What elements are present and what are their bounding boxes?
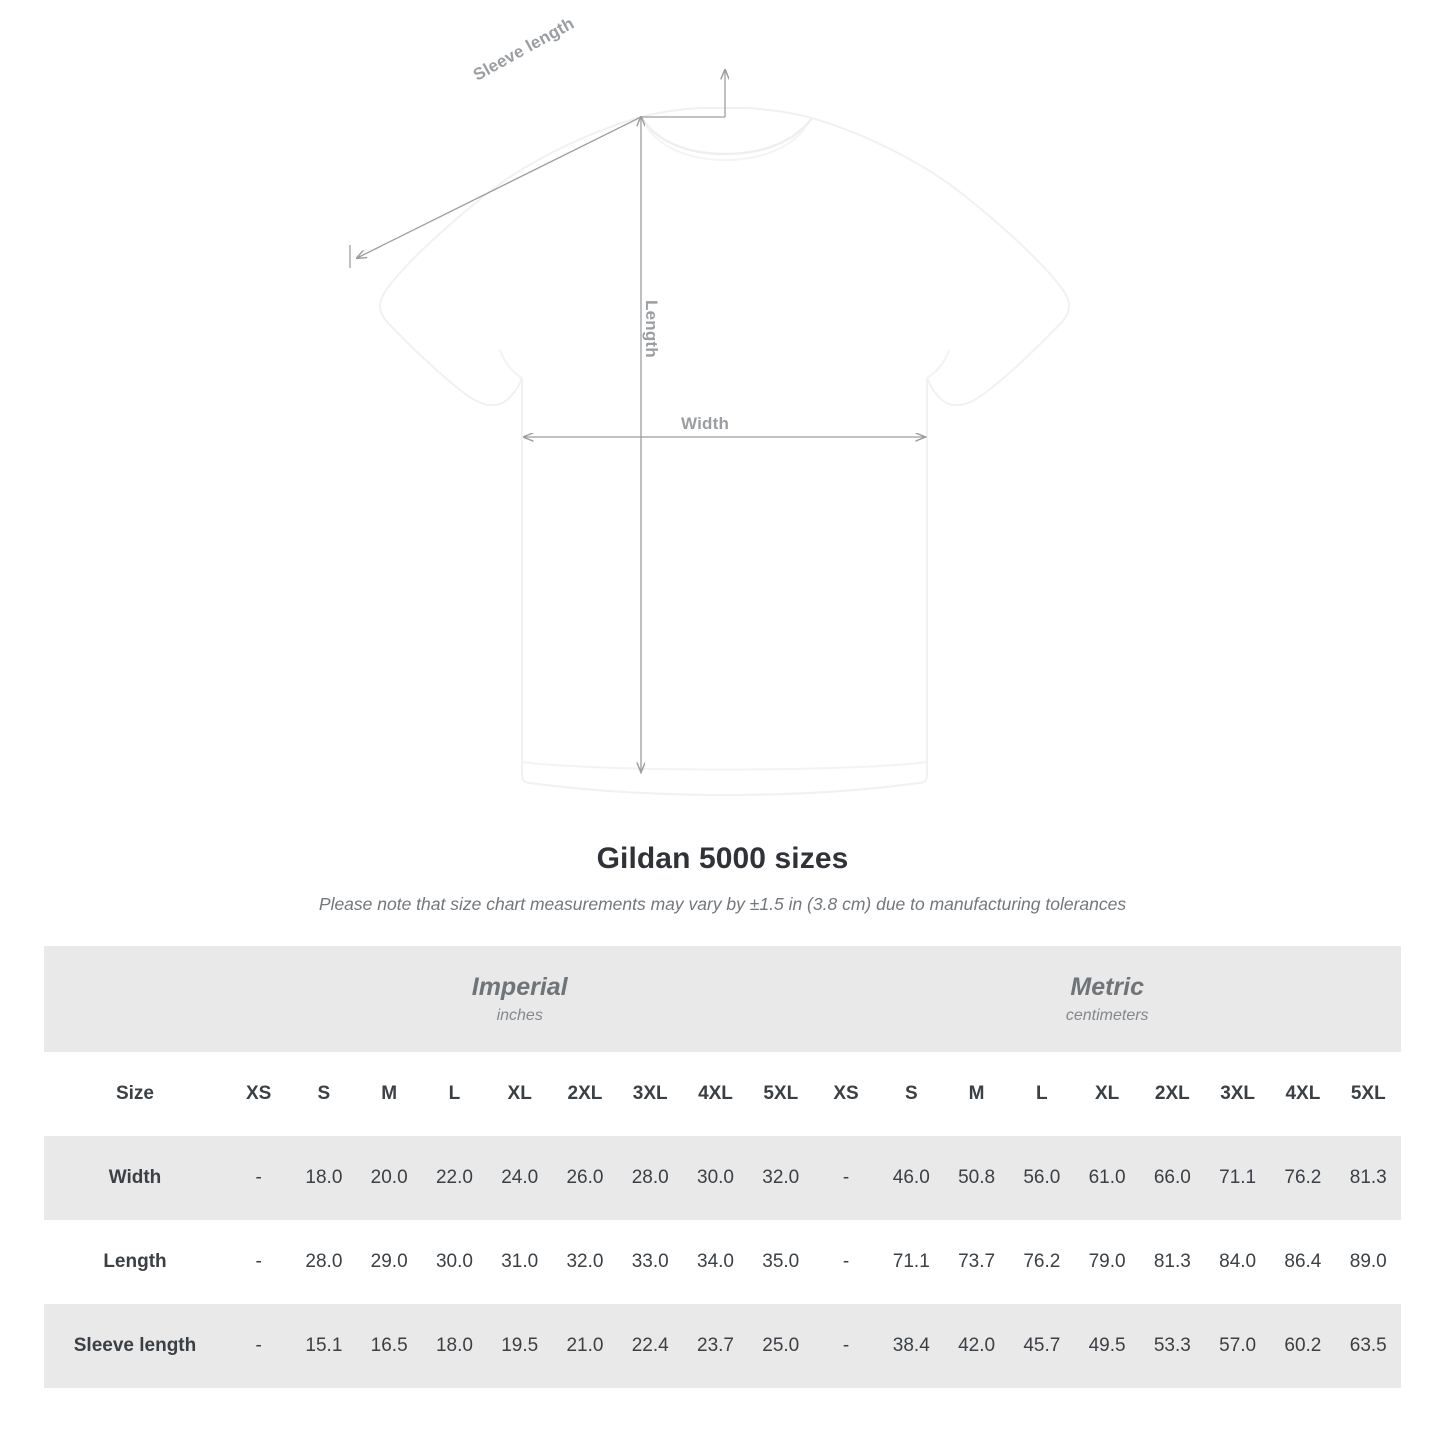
- cell-width-metric-xs: -: [813, 1136, 878, 1220]
- cell-length-metric-2xl: 81.3: [1140, 1220, 1205, 1304]
- col-header-imperial-xs: XS: [226, 1052, 291, 1136]
- cell-width-metric-3xl: 71.1: [1205, 1136, 1270, 1220]
- page-title: Gildan 5000 sizes: [596, 842, 849, 875]
- unit-group-metric: [813, 946, 1401, 1052]
- size-header-row: [44, 1052, 1401, 1136]
- unit-system-label: Imperial: [471, 972, 568, 1001]
- cell-sleeve-imperial-xl: 19.5: [487, 1304, 552, 1388]
- title-block: [0, 842, 1445, 915]
- cell-width-imperial-xs: -: [226, 1136, 291, 1220]
- cell-length-imperial-5xl: 35.0: [748, 1220, 813, 1304]
- unit-header-spacer: [44, 946, 226, 1052]
- cell-length-metric-3xl: 84.0: [1205, 1220, 1270, 1304]
- cell-sleeve-imperial-m: 16.5: [357, 1304, 422, 1388]
- table-row: [44, 1136, 1401, 1220]
- cell-width-imperial-s: 18.0: [291, 1136, 356, 1220]
- cell-sleeve-metric-3xl: 57.0: [1205, 1304, 1270, 1388]
- unit-header-row: [44, 946, 1401, 1052]
- col-header-metric-l: L: [1009, 1052, 1074, 1136]
- col-header-imperial-4xl: 4XL: [683, 1052, 748, 1136]
- cell-width-imperial-3xl: 28.0: [618, 1136, 683, 1220]
- cell-width-imperial-5xl: 32.0: [748, 1136, 813, 1220]
- cell-sleeve-metric-5xl: 63.5: [1336, 1304, 1401, 1388]
- sleeve-length-label: Sleeve length: [470, 13, 578, 85]
- table-row: [44, 1220, 1401, 1304]
- cell-sleeve-imperial-s: 15.1: [291, 1304, 356, 1388]
- cell-length-metric-5xl: 89.0: [1336, 1220, 1401, 1304]
- cell-length-metric-m: 73.7: [944, 1220, 1009, 1304]
- cell-sleeve-imperial-5xl: 25.0: [748, 1304, 813, 1388]
- cell-width-imperial-2xl: 26.0: [552, 1136, 617, 1220]
- cell-length-metric-xs: -: [813, 1220, 878, 1304]
- size-table-wrapper: [44, 946, 1401, 1388]
- size-table: [44, 946, 1401, 1388]
- cell-sleeve-imperial-2xl: 21.0: [552, 1304, 617, 1388]
- col-header-metric-xl: XL: [1074, 1052, 1139, 1136]
- cell-width-metric-5xl: 81.3: [1336, 1136, 1401, 1220]
- col-header-imperial-2xl: 2XL: [552, 1052, 617, 1136]
- cell-sleeve-imperial-4xl: 23.7: [683, 1304, 748, 1388]
- width-label: Width: [681, 414, 730, 433]
- col-header-metric-s: S: [879, 1052, 944, 1136]
- cell-length-imperial-xl: 31.0: [487, 1220, 552, 1304]
- cell-width-metric-xl: 61.0: [1074, 1136, 1139, 1220]
- cell-sleeve-imperial-l: 18.0: [422, 1304, 487, 1388]
- cell-width-metric-4xl: 76.2: [1270, 1136, 1335, 1220]
- col-header-metric-5xl: 5XL: [1336, 1052, 1401, 1136]
- col-header-metric-4xl: 4XL: [1270, 1052, 1335, 1136]
- unit-measure-label: centimeters: [1065, 1007, 1149, 1025]
- tshirt-shape: [380, 108, 1069, 795]
- cell-width-metric-m: 50.8: [944, 1136, 1009, 1220]
- cell-sleeve-metric-s: 38.4: [879, 1304, 944, 1388]
- length-label: Length: [642, 300, 661, 358]
- cell-width-imperial-m: 20.0: [357, 1136, 422, 1220]
- col-header-imperial-m: M: [357, 1052, 422, 1136]
- cell-length-imperial-4xl: 34.0: [683, 1220, 748, 1304]
- cell-width-imperial-l: 22.0: [422, 1136, 487, 1220]
- cell-sleeve-metric-xs: -: [813, 1304, 878, 1388]
- cell-sleeve-metric-2xl: 53.3: [1140, 1304, 1205, 1388]
- cell-length-imperial-xs: -: [226, 1220, 291, 1304]
- cell-length-imperial-m: 29.0: [357, 1220, 422, 1304]
- row-label-length: Length: [44, 1220, 226, 1304]
- cell-width-imperial-xl: 24.0: [487, 1136, 552, 1220]
- row-label-width: Width: [44, 1136, 226, 1220]
- cell-length-imperial-2xl: 32.0: [552, 1220, 617, 1304]
- col-header-imperial-l: L: [422, 1052, 487, 1136]
- cell-width-metric-2xl: 66.0: [1140, 1136, 1205, 1220]
- col-header-imperial-3xl: 3XL: [618, 1052, 683, 1136]
- cell-sleeve-imperial-xs: -: [226, 1304, 291, 1388]
- cell-length-imperial-3xl: 33.0: [618, 1220, 683, 1304]
- col-header-imperial-5xl: 5XL: [748, 1052, 813, 1136]
- unit-measure-label: inches: [496, 1007, 543, 1025]
- col-header-metric-3xl: 3XL: [1205, 1052, 1270, 1136]
- table-row: [44, 1304, 1401, 1388]
- col-header-metric-2xl: 2XL: [1140, 1052, 1205, 1136]
- cell-sleeve-metric-xl: 49.5: [1074, 1304, 1139, 1388]
- cell-sleeve-metric-4xl: 60.2: [1270, 1304, 1335, 1388]
- cell-width-metric-s: 46.0: [879, 1136, 944, 1220]
- col-header-metric-xs: XS: [813, 1052, 878, 1136]
- cell-length-metric-s: 71.1: [879, 1220, 944, 1304]
- col-header-imperial-s: S: [291, 1052, 356, 1136]
- cell-length-metric-l: 76.2: [1009, 1220, 1074, 1304]
- cell-sleeve-metric-m: 42.0: [944, 1304, 1009, 1388]
- col-header-metric-m: M: [944, 1052, 1009, 1136]
- cell-length-metric-xl: 79.0: [1074, 1220, 1139, 1304]
- col-header-imperial-xl: XL: [487, 1052, 552, 1136]
- size-column-header: Size: [44, 1052, 226, 1136]
- cell-length-imperial-l: 30.0: [422, 1220, 487, 1304]
- tolerance-note: Please note that size chart measurements may vary by ±1.5 in (3.8 cm) due to manufacturing tolerances: [318, 894, 1127, 914]
- cell-width-imperial-4xl: 30.0: [683, 1136, 748, 1220]
- cell-length-imperial-s: 28.0: [291, 1220, 356, 1304]
- cell-sleeve-imperial-3xl: 22.4: [618, 1304, 683, 1388]
- cell-width-metric-l: 56.0: [1009, 1136, 1074, 1220]
- unit-group-imperial: [226, 946, 813, 1052]
- cell-sleeve-metric-l: 45.7: [1009, 1304, 1074, 1388]
- unit-system-label: Metric: [1070, 972, 1145, 1001]
- row-label-sleeve-length: Sleeve length: [44, 1304, 226, 1388]
- cell-length-metric-4xl: 86.4: [1270, 1220, 1335, 1304]
